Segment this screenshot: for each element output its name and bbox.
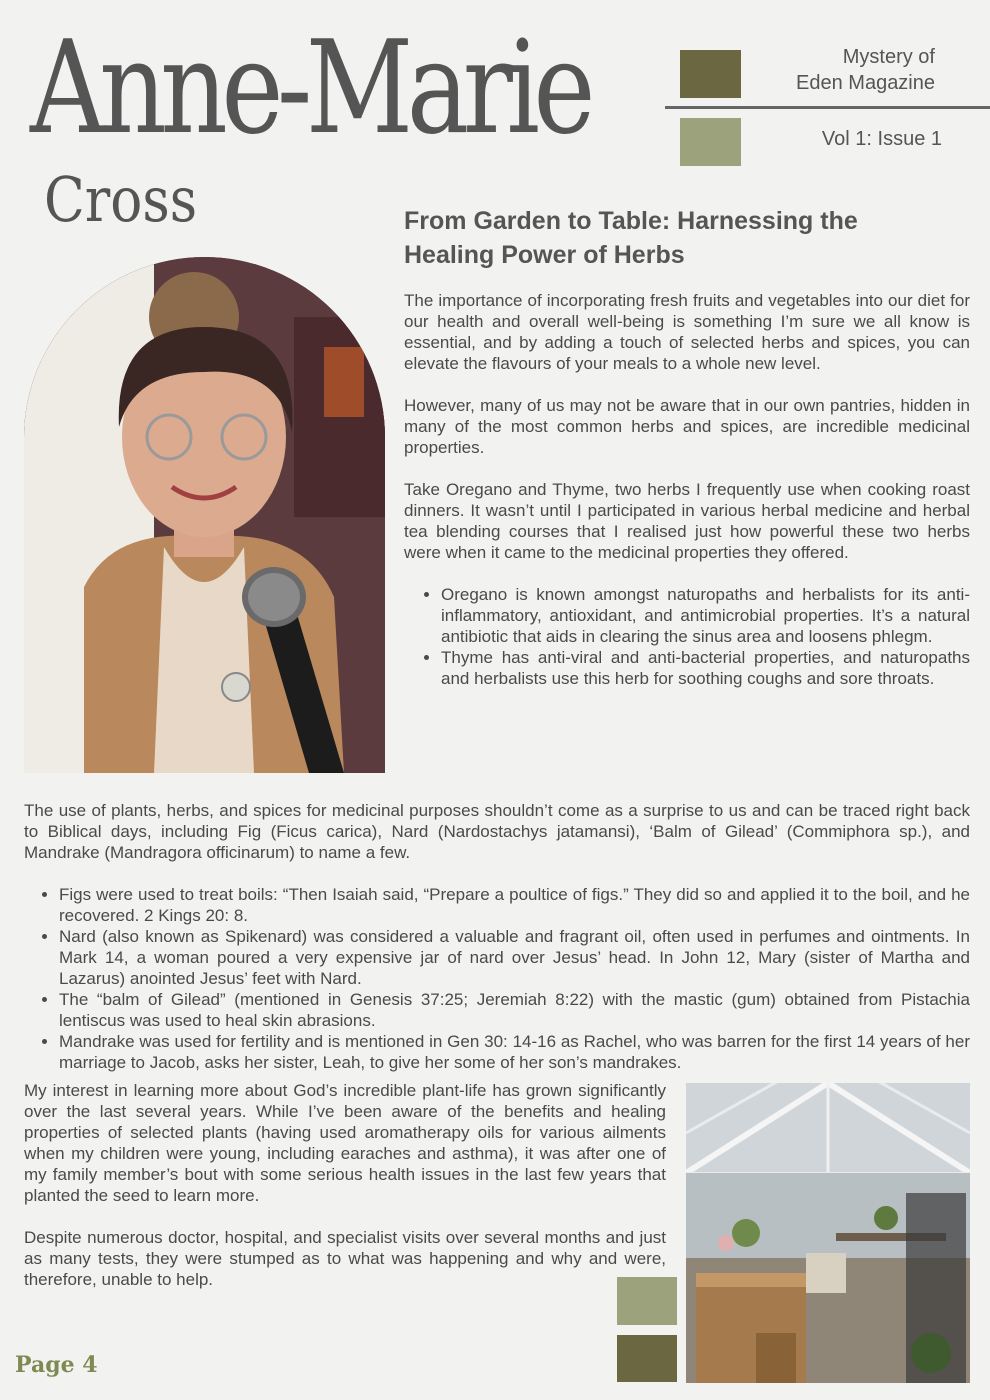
paragraph-1: The importance of incorporating fresh fruits and vegetables into our diet for our health and overall well-being is something I’m sure we all know is essential, and by adding a touch of selected herbs and spices, you can elevate the flavours of your meals to a whole new level. xyxy=(404,291,970,373)
closing-section xyxy=(24,1080,666,1311)
color-swatch-dark-bottom xyxy=(617,1335,677,1382)
paragraph-3: Take Oregano and Thyme, two herbs I frequently use when cooking roast dinners. It wasn’t until I participated in various herbal medicine and herbal tea blending courses that I realised just how powerful these two herbs were when it came to the medicinal properties they offered. xyxy=(404,480,970,562)
color-swatch-sage xyxy=(680,118,741,166)
closing-paragraph-2: Despite numerous doctor, hospital, and specialist visits over several months and just as many tests, they were stumped as to what was happening and why and were, therefore, unable to help. xyxy=(24,1228,666,1289)
author-first-name: Anne-Marie xyxy=(30,14,589,163)
header-divider xyxy=(665,106,990,109)
greenhouse-photo xyxy=(686,1083,970,1383)
biblical-item-balm: • The “balm of Gilead” (mentioned in Genesis 37:25; Jeremiah 8:22) with the mastic (gum) obtained from Pistachia lentiscus was used to heal skin abrasions. xyxy=(59,989,970,1031)
magazine-name xyxy=(796,44,935,96)
biblical-section xyxy=(24,800,970,1073)
issue-label: Vol 1: Issue 1 xyxy=(821,128,942,150)
portrait-illustration xyxy=(24,257,385,773)
greenhouse-illustration xyxy=(686,1083,970,1383)
color-swatch-dark xyxy=(680,50,741,98)
biblical-item-mandrake: • Mandrake was used for fertility and is mentioned in Gen 30: 14-16 as Rachel, who was barren for the first 14 years of her marriage to Jacob, asks her sister, Leah, to give her some of her son’s mandrakes. xyxy=(59,1031,970,1073)
biblical-item-figs: • Figs were used to treat boils: “Then Isaiah said, “Prepare a poultice of figs.” They did so and applied it to the boil, and he recovered. 2 Kings 20: 8. xyxy=(59,884,970,926)
biblical-intro: The use of plants, herbs, and spices for medicinal purposes shouldn’t come as a surprise to us and can be traced right back to Biblical days, including Fig (Ficus carica), Nard (Nardostachys jatamansi), ‘Balm of Gilead’ (Commiphora sp.), and Mandrake (Mandragora officinarum) to name a few. xyxy=(24,801,970,862)
color-swatch-sage-bottom xyxy=(617,1277,677,1325)
herb-item-thyme: • Thyme has anti-viral and anti-bacterial properties, and naturopaths and herbalists use this herb for soothing coughs and sore throats. xyxy=(441,647,970,689)
magazine-name-line1: Mystery of xyxy=(842,46,935,68)
page-number: Page 4 xyxy=(15,1352,98,1378)
biblical-list xyxy=(24,884,970,1073)
headline-line1: From Garden to Table: Harnessing the xyxy=(404,207,858,235)
article-headline xyxy=(404,204,964,272)
headline-line2: Healing Power of Herbs xyxy=(404,241,685,269)
article-intro-column xyxy=(404,290,970,689)
paragraph-2: However, many of us may not be aware that in our own pantries, hidden in many of the most common herbs and spices, are incredible medicinal properties. xyxy=(404,396,970,457)
magazine-name-line2: Eden Magazine xyxy=(796,72,935,94)
author-last-name: Cross xyxy=(44,163,198,236)
herb-item-oregano: • Oregano is known amongst naturopaths and herbalists for its anti-inflammatory, antioxidant, and antimicrobial properties. It’s a natural antibiotic that aids in clearing the sinus area and loosens phlegm. xyxy=(441,584,970,647)
herb-list xyxy=(404,584,970,689)
closing-paragraph-1: My interest in learning more about God’s incredible plant-life has grown significantly over the last several years. While I’ve been aware of the benefits and healing properties of selected plants (having used aromatherapy oils for various ailments when my children were young, including earaches and asthma), it was after one of my family member’s bout with some serious health issues in the last few years that planted the seed to learn more. xyxy=(24,1081,666,1205)
author-portrait xyxy=(24,257,385,773)
biblical-item-nard: • Nard (also known as Spikenard) was considered a valuable and fragrant oil, often used in perfumes and ointments. In Mark 14, a woman poured a very expensive jar of nard over Jesus’ head. In John 12, Mary (sister of Martha and Lazarus) anointed Jesus’ feet with Nard. xyxy=(59,926,970,989)
